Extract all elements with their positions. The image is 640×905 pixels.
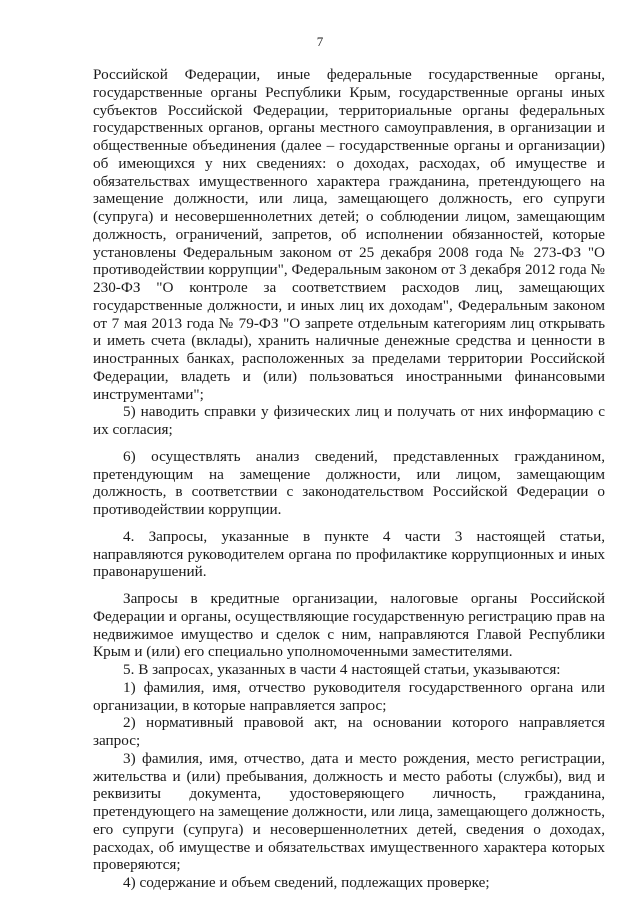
- document-body: [93, 66, 605, 892]
- paragraph-sub-2: 2) нормативный правовой акт, на основании которого направляется запрос;: [93, 714, 605, 749]
- paragraph-item-6: 6) осуществлять анализ сведений, представленных гражданином, претендующим на замещение должности, или лицом, замещающим должность, в соответствии с законодательством Российской Федерации о противодействии коррупции.: [93, 447, 605, 518]
- page-number: 7: [316, 34, 324, 49]
- paragraph-continuation: Российской Федерации, иные федеральные государственные органы, государственные органы Республики Крым, государственные органы иных субъектов Российской Федерации, территориальные органы федеральных государственных органов, органы местного самоуправления, в организации и общественные объединения (далее – государственные органы и организации) об имеющихся у них сведениях: о доходах, расходах, об имуществе и обязательствах имущественного характера гражданина, претендующего на замещение должности, или лица, замещающего должность, его супруги (супруга) и несовершеннолетних детей; о соблюдении лицом, замещающим должность, ограничений, запретов, об исполнении обязанностей, которые установлены Федеральным законом от 25 декабря 2008 года № 273-ФЗ "О противодействии коррупции", Федеральным законом от 3 декабря 2012 года № 230-ФЗ "О контроле за соответствием расходов лиц, замещающих государственные должности, и иных лиц их доходам", Федеральным законом от 7 мая 2013 года № 79-ФЗ "О запрете отдельным категориям лиц открывать и иметь счета (вклады), хранить наличные денежные средства и ценности в иностранных банках, расположенных за пределами территории Российской Федерации, владеть и (или) пользоваться иностранными финансовыми инструментами";: [93, 66, 605, 403]
- paragraph-part-4: 4. Запросы, указанные в пункте 4 части 3 настоящей статьи, направляются руководителем органа по профилактике коррупционных и иных правонарушений.: [93, 527, 605, 581]
- paragraph-requests-banks: Запросы в кредитные организации, налоговые органы Российской Федерации и органы, осуществляющие государственную регистрацию прав на недвижимое имущество и сделок с ним, направляются Главой Республики Крым и (или) его специально уполномоченными заместителями.: [93, 590, 605, 661]
- paragraph-sub-4: 4) содержание и объем сведений, подлежащих проверке;: [123, 874, 490, 891]
- paragraph-item-5: 5) наводить справки у физических лиц и получать от них информацию с их согласия;: [93, 403, 605, 438]
- paragraph-sub-3: 3) фамилия, имя, отчество, дата и место рождения, место регистрации, жительства и (или) пребывания, должность и место работы (службы), вид и реквизиты документа, удостоверяющего личность, гражданина, претендующего на замещение должности, или лица, замещающего должность, его супруги (супруга) и несовершеннолетних детей, сведения о доходах, расходах, об имуществе и обязательствах имущественного характера которых проверяются;: [93, 749, 605, 874]
- paragraph-part-5: 5. В запросах, указанных в части 4 настоящей статьи, указываются:: [123, 661, 561, 678]
- paragraph-sub-1: 1) фамилия, имя, отчество руководителя государственного органа или организации, в которые направляется запрос;: [93, 678, 605, 714]
